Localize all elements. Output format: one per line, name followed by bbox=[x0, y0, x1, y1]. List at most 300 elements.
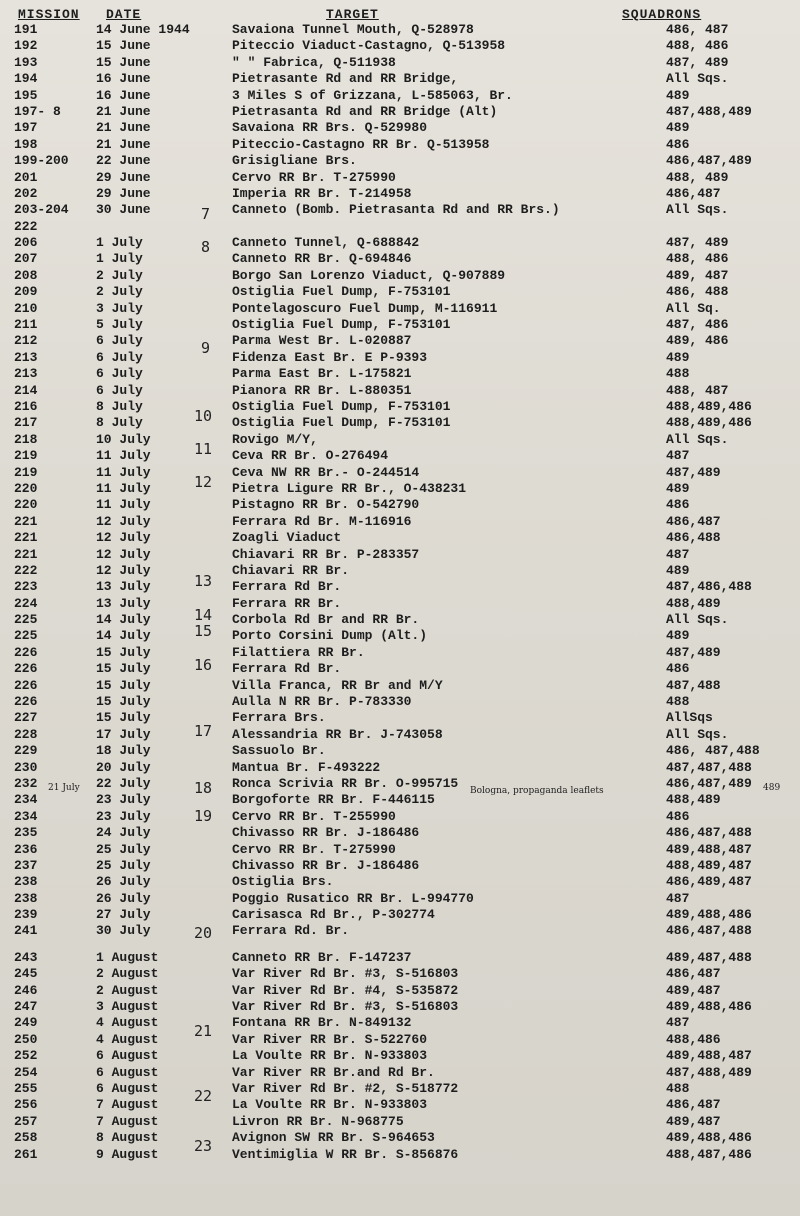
mission-cell: 230 bbox=[14, 759, 38, 775]
target-cell: Alessandria RR Br. J-743058 bbox=[232, 726, 443, 742]
header-target: TARGET bbox=[326, 7, 379, 22]
mission-cell: 194 bbox=[14, 71, 38, 87]
table-row bbox=[0, 235, 800, 251]
mission-cell: 234 bbox=[14, 808, 38, 824]
mission-cell: 223 bbox=[14, 579, 38, 595]
table-row bbox=[0, 966, 800, 982]
target-cell: Ostiglia Fuel Dump, F-753101 bbox=[232, 284, 451, 300]
page-number: 19 bbox=[194, 807, 213, 825]
mission-cell: 203-204 bbox=[14, 202, 69, 218]
squadrons-cell: 486, 487 bbox=[666, 22, 729, 37]
table-row bbox=[0, 120, 800, 136]
date-cell: 10 July bbox=[96, 431, 151, 447]
target-cell: Pietrasante Rd and RR Bridge, bbox=[232, 71, 459, 87]
target-cell: Fontana RR Br. N-849132 bbox=[232, 1015, 412, 1031]
mission-cell: 214 bbox=[14, 382, 38, 398]
date-cell: 1 July bbox=[96, 251, 143, 267]
annotation-date: 21 July bbox=[48, 783, 80, 793]
mission-cell: 254 bbox=[14, 1064, 38, 1080]
squadrons-cell: 486,487 bbox=[666, 1097, 721, 1113]
page-number: 10 bbox=[194, 407, 213, 425]
table-row bbox=[0, 366, 800, 382]
mission-cell: 219 bbox=[14, 448, 38, 464]
target-cell: Ferrara RR Br. bbox=[232, 595, 342, 611]
table-row bbox=[0, 1081, 800, 1097]
date-cell: 11 July bbox=[96, 464, 151, 480]
squadrons-cell: 489,488,486 bbox=[666, 1130, 752, 1146]
target-cell: Zoagli Viaduct bbox=[232, 530, 342, 546]
squadrons-cell: 487 bbox=[666, 890, 690, 906]
target-cell: Piteccio Viaduct-Castagno, Q-513958 bbox=[232, 38, 506, 54]
target-cell: Carisasca Rd Br., P-302774 bbox=[232, 907, 435, 923]
row-gap bbox=[0, 940, 800, 950]
squadrons-cell: 487 bbox=[666, 448, 690, 464]
target-cell: Corbola Rd Br and RR Br. bbox=[232, 612, 420, 628]
mission-cell: 207 bbox=[14, 251, 38, 267]
squadrons-cell: 487,487,488 bbox=[666, 759, 752, 775]
target-cell: Chiavari RR Br. bbox=[232, 562, 350, 578]
table-row bbox=[0, 415, 800, 431]
table-row bbox=[0, 874, 800, 890]
date-cell: 15 July bbox=[96, 644, 151, 660]
mission-cell: 258 bbox=[14, 1130, 38, 1146]
table-row bbox=[0, 448, 800, 464]
date-cell: 3 August bbox=[96, 999, 159, 1015]
date-cell: 13 July bbox=[96, 579, 151, 595]
squadrons-cell: 486,487,489 bbox=[666, 153, 752, 169]
squadrons-cell: 489 bbox=[666, 562, 690, 578]
target-cell: Canneto (Bomb. Pietrasanta Rd and RR Brs.) bbox=[232, 202, 560, 218]
page-number: 14 bbox=[194, 606, 213, 624]
target-cell: Cervo RR Br. T-275990 bbox=[232, 169, 396, 185]
table-row bbox=[0, 1015, 800, 1031]
table-row bbox=[0, 563, 800, 579]
page-number: 23 bbox=[194, 1137, 213, 1155]
target-cell: Pontelagoscuro Fuel Dump, M-116911 bbox=[232, 300, 498, 316]
squadrons-cell: 489 bbox=[666, 480, 690, 496]
mission-cell: 213 bbox=[14, 366, 38, 382]
table-row bbox=[0, 710, 800, 726]
target-cell: La Voulte RR Br. N-933803 bbox=[232, 1048, 428, 1064]
squadrons-cell: 489 bbox=[666, 349, 690, 365]
mission-cell: 257 bbox=[14, 1113, 38, 1129]
target-cell: Cervo RR Br. T-275990 bbox=[232, 841, 396, 857]
squadrons-cell: 489 bbox=[666, 628, 690, 644]
date-cell: 2 August bbox=[96, 982, 159, 998]
mission-cell: 226 bbox=[14, 677, 38, 693]
squadrons-cell: 486,489,487 bbox=[666, 874, 752, 890]
date-cell: 12 July bbox=[96, 530, 151, 546]
date-cell: 6 July bbox=[96, 366, 143, 382]
page-number: 22 bbox=[194, 1087, 213, 1105]
squadrons-cell: 487,488 bbox=[666, 677, 721, 693]
mission-cell: 213 bbox=[14, 349, 38, 365]
target-cell: Borgoforte RR Br. F-446115 bbox=[232, 792, 435, 808]
squadrons-cell: 486,487,488 bbox=[666, 923, 752, 939]
table-row bbox=[0, 596, 800, 612]
mission-cell: 201 bbox=[14, 169, 38, 185]
table-row bbox=[0, 1048, 800, 1064]
date-cell: 2 July bbox=[96, 284, 143, 300]
mission-cell: 191 bbox=[14, 22, 38, 37]
mission-cell: 226 bbox=[14, 694, 38, 710]
table-row bbox=[0, 743, 800, 759]
mission-cell: 210 bbox=[14, 300, 38, 316]
squadrons-cell: All Sqs. bbox=[666, 431, 729, 447]
table-row bbox=[0, 22, 800, 38]
date-cell: 29 June bbox=[96, 169, 151, 185]
date-cell: 9 August bbox=[96, 1146, 159, 1162]
table-row bbox=[0, 1147, 800, 1163]
date-cell: 26 July bbox=[96, 874, 151, 890]
squadrons-cell: 488, 486 bbox=[666, 38, 729, 54]
date-cell: 21 June bbox=[96, 136, 151, 152]
annotation-squadron: 489 bbox=[763, 783, 781, 793]
squadrons-cell: 488,489,486 bbox=[666, 398, 752, 414]
table-row bbox=[0, 999, 800, 1015]
squadrons-cell: 488 bbox=[666, 694, 690, 710]
table-row bbox=[0, 727, 800, 743]
squadrons-cell: 488,489 bbox=[666, 792, 721, 808]
target-cell: Mantua Br. F-493222 bbox=[232, 759, 381, 775]
mission-cell: 221 bbox=[14, 530, 38, 546]
date-cell: 8 July bbox=[96, 415, 143, 431]
target-cell: Poggio Rusatico RR Br. L-994770 bbox=[232, 890, 474, 906]
page-number: 20 bbox=[194, 924, 213, 942]
squadrons-cell: 487,489 bbox=[666, 644, 721, 660]
date-cell: 30 June bbox=[96, 202, 151, 218]
date-cell: 21 June bbox=[96, 120, 151, 136]
target-cell: Livron RR Br. N-968775 bbox=[232, 1113, 404, 1129]
table-row bbox=[0, 628, 800, 644]
target-cell: " " Fabrica, Q-511938 bbox=[232, 54, 396, 70]
squadrons-cell: All Sq. bbox=[666, 300, 721, 316]
date-cell: 15 July bbox=[96, 661, 151, 677]
mission-cell: 221 bbox=[14, 546, 38, 562]
target-cell: Var River RR Br.and Rd Br. bbox=[232, 1064, 435, 1080]
table-row bbox=[0, 547, 800, 563]
date-cell: 8 July bbox=[96, 398, 143, 414]
table-row bbox=[0, 137, 800, 153]
mission-cell: 220 bbox=[14, 480, 38, 496]
table-row bbox=[0, 432, 800, 448]
squadrons-cell: 486,487,488 bbox=[666, 825, 752, 841]
table-row bbox=[0, 202, 800, 218]
date-cell: 14 July bbox=[96, 628, 151, 644]
squadrons-cell: 486,487 bbox=[666, 513, 721, 529]
date-cell: 5 July bbox=[96, 317, 143, 333]
header-date: DATE bbox=[106, 7, 142, 22]
target-cell: Ostiglia Fuel Dump, F-753101 bbox=[232, 317, 451, 333]
mission-cell: 229 bbox=[14, 743, 38, 759]
squadrons-cell: 488, 489 bbox=[666, 169, 729, 185]
target-cell: Fidenza East Br. E P-9393 bbox=[232, 349, 428, 365]
squadrons-cell: 487,486,488 bbox=[666, 579, 752, 595]
mission-cell: 198 bbox=[14, 136, 38, 152]
mission-cell: 235 bbox=[14, 825, 38, 841]
table-row bbox=[0, 842, 800, 858]
target-cell: Savaiona RR Brs. Q-529980 bbox=[232, 120, 428, 136]
squadrons-cell: 486 bbox=[666, 136, 690, 152]
squadrons-cell: 489 bbox=[666, 120, 690, 136]
date-cell: 22 July bbox=[96, 775, 151, 791]
mission-cell: 217 bbox=[14, 415, 38, 431]
table-row bbox=[0, 858, 800, 874]
mission-cell: 239 bbox=[14, 907, 38, 923]
target-cell: Piteccio-Castagno RR Br. Q-513958 bbox=[232, 136, 490, 152]
date-cell: 15 June bbox=[96, 38, 151, 54]
target-cell: Ferrara Rd. Br. bbox=[232, 923, 350, 939]
squadrons-cell: 486,488 bbox=[666, 530, 721, 546]
target-cell: Var River RR Br. S-522760 bbox=[232, 1031, 428, 1047]
target-cell: Pistagno RR Br. O-542790 bbox=[232, 497, 420, 513]
squadrons-cell: 489,488,486 bbox=[666, 999, 752, 1015]
squadrons-cell: 488 bbox=[666, 366, 690, 382]
date-cell: 17 July bbox=[96, 726, 151, 742]
mission-cell: 234 bbox=[14, 792, 38, 808]
table-row bbox=[0, 104, 800, 120]
target-cell: Canneto RR Br. Q-694846 bbox=[232, 251, 412, 267]
date-cell: 15 July bbox=[96, 694, 151, 710]
date-cell: 16 June bbox=[96, 87, 151, 103]
mission-cell: 199-200 bbox=[14, 153, 69, 169]
mission-cell: 255 bbox=[14, 1081, 38, 1096]
page-number: 17 bbox=[194, 722, 213, 740]
squadrons-cell: 486 bbox=[666, 808, 690, 824]
mission-cell: 225 bbox=[14, 612, 38, 628]
squadrons-cell: 489,487 bbox=[666, 982, 721, 998]
table-row bbox=[0, 399, 800, 415]
mission-cell: 236 bbox=[14, 841, 38, 857]
mission-cell: 249 bbox=[14, 1015, 38, 1031]
date-cell: 3 July bbox=[96, 300, 143, 316]
table-row bbox=[0, 301, 800, 317]
mission-cell: 261 bbox=[14, 1146, 38, 1162]
target-cell: Chivasso RR Br. J-186486 bbox=[232, 857, 420, 873]
table-row bbox=[0, 1065, 800, 1081]
table-row bbox=[0, 268, 800, 284]
squadrons-cell: 487 bbox=[666, 546, 690, 562]
table-row bbox=[0, 530, 800, 546]
table-row bbox=[0, 465, 800, 481]
header-squadrons: SQUADRONS bbox=[622, 7, 702, 22]
squadrons-cell: 486,487 bbox=[666, 966, 721, 982]
squadrons-cell: 489, 486 bbox=[666, 333, 729, 349]
table-row bbox=[0, 776, 800, 792]
table-row bbox=[0, 809, 800, 825]
target-cell: Canneto Tunnel, Q-688842 bbox=[232, 235, 420, 251]
target-cell: Ronca Scrivia RR Br. O-995715 bbox=[232, 775, 459, 791]
table-row bbox=[0, 661, 800, 677]
mission-cell: 232 bbox=[14, 775, 38, 791]
target-cell: Filattiera RR Br. bbox=[232, 644, 365, 660]
mission-cell: 256 bbox=[14, 1097, 38, 1113]
table-row bbox=[0, 1097, 800, 1113]
mission-cell: 228 bbox=[14, 726, 38, 742]
target-cell: Grisigliane Brs. bbox=[232, 153, 357, 169]
table-row bbox=[0, 38, 800, 54]
table-row bbox=[0, 383, 800, 399]
target-cell: Ferrara Rd Br. bbox=[232, 661, 342, 677]
mission-cell: 238 bbox=[14, 890, 38, 906]
table-row bbox=[0, 284, 800, 300]
mission-cell: 192 bbox=[14, 38, 38, 54]
date-cell: 6 July bbox=[96, 333, 143, 349]
mission-cell: 246 bbox=[14, 982, 38, 998]
target-cell: Var River Rd Br. #2, S-518772 bbox=[232, 1081, 459, 1096]
mission-table bbox=[0, 22, 800, 1163]
target-cell: Ferrara Brs. bbox=[232, 710, 326, 726]
mission-cell: 237 bbox=[14, 857, 38, 873]
page-number: 9 bbox=[201, 339, 211, 357]
date-cell: 12 July bbox=[96, 562, 151, 578]
table-row bbox=[0, 333, 800, 349]
date-cell: 21 June bbox=[96, 103, 151, 119]
mission-cell: 216 bbox=[14, 398, 38, 414]
date-cell: 6 July bbox=[96, 382, 143, 398]
table-header bbox=[0, 4, 800, 24]
squadrons-cell: 487 bbox=[666, 1015, 690, 1031]
page-number: 21 bbox=[194, 1022, 213, 1040]
mission-cell: 243 bbox=[14, 949, 38, 965]
squadrons-cell: 488 bbox=[666, 1081, 690, 1096]
squadrons-cell: 489,487 bbox=[666, 1113, 721, 1129]
target-cell: Ferrara Rd Br. bbox=[232, 579, 342, 595]
date-cell: 1 July bbox=[96, 235, 143, 251]
squadrons-cell: AllSqs bbox=[666, 710, 713, 726]
table-row bbox=[0, 983, 800, 999]
table-row bbox=[0, 825, 800, 841]
mission-cell: 222 bbox=[14, 562, 38, 578]
page-number: 8 bbox=[201, 238, 211, 256]
table-row bbox=[0, 481, 800, 497]
date-cell: 26 July bbox=[96, 890, 151, 906]
mission-cell: 211 bbox=[14, 317, 38, 333]
page-number: 16 bbox=[194, 656, 213, 674]
table-row bbox=[0, 251, 800, 267]
squadrons-cell: 486,487,489 bbox=[666, 775, 752, 791]
table-row bbox=[0, 350, 800, 366]
date-cell: 11 July bbox=[96, 448, 151, 464]
date-cell: 18 July bbox=[96, 743, 151, 759]
date-cell: 23 July bbox=[96, 792, 151, 808]
table-row bbox=[0, 153, 800, 169]
table-row bbox=[0, 317, 800, 333]
target-cell: Ostiglia Fuel Dump, F-753101 bbox=[232, 398, 451, 414]
date-cell: 2 July bbox=[96, 267, 143, 283]
target-cell: Parma West Br. L-020887 bbox=[232, 333, 412, 349]
date-cell: 14 July bbox=[96, 612, 151, 628]
table-row bbox=[0, 170, 800, 186]
table-row bbox=[0, 907, 800, 923]
squadrons-cell: 487, 489 bbox=[666, 54, 729, 70]
date-cell: 20 July bbox=[96, 759, 151, 775]
table-row bbox=[0, 579, 800, 595]
date-cell: 25 July bbox=[96, 857, 151, 873]
date-cell: 6 July bbox=[96, 349, 143, 365]
annotation-target: Bologna, propaganda leaflets bbox=[470, 786, 604, 796]
squadrons-cell: 489,488,487 bbox=[666, 841, 752, 857]
mission-cell: 245 bbox=[14, 966, 38, 982]
table-row bbox=[0, 612, 800, 628]
mission-cell: 227 bbox=[14, 710, 38, 726]
squadrons-cell: 486, 487,488 bbox=[666, 743, 760, 759]
target-cell: Ostiglia Brs. bbox=[232, 874, 334, 890]
squadrons-cell: 488,489,486 bbox=[666, 415, 752, 431]
date-cell: 15 July bbox=[96, 677, 151, 693]
squadrons-cell: 487, 489 bbox=[666, 235, 729, 251]
mission-cell: 218 bbox=[14, 431, 38, 447]
target-cell: Savaiona Tunnel Mouth, Q-528978 bbox=[232, 22, 474, 37]
mission-cell: 226 bbox=[14, 661, 38, 677]
mission-cell: 226 bbox=[14, 644, 38, 660]
date-cell: 29 June bbox=[96, 185, 151, 201]
squadrons-cell: 488,487,486 bbox=[666, 1146, 752, 1162]
mission-cell: 197 bbox=[14, 120, 38, 136]
date-cell: 15 June bbox=[96, 54, 151, 70]
squadrons-cell: 487,489 bbox=[666, 464, 721, 480]
target-cell: Aulla N RR Br. P-783330 bbox=[232, 694, 412, 710]
table-row bbox=[0, 55, 800, 71]
date-cell: 24 July bbox=[96, 825, 151, 841]
target-cell: Canneto RR Br. F-147237 bbox=[232, 949, 412, 965]
squadrons-cell: 488,489,487 bbox=[666, 857, 752, 873]
mission-cell: 195 bbox=[14, 87, 38, 103]
target-cell: Avignon SW RR Br. S-964653 bbox=[232, 1130, 435, 1146]
date-cell: 11 July bbox=[96, 480, 151, 496]
mission-cell: 222 bbox=[14, 218, 38, 234]
date-cell: 14 June 1944 bbox=[96, 22, 190, 37]
date-cell: 6 August bbox=[96, 1048, 159, 1064]
squadrons-cell: 486 bbox=[666, 497, 690, 513]
mission-cell: 219 bbox=[14, 464, 38, 480]
target-cell: Borgo San Lorenzo Viaduct, Q-907889 bbox=[232, 267, 506, 283]
table-row bbox=[0, 1032, 800, 1048]
date-cell: 7 August bbox=[96, 1113, 159, 1129]
date-cell: 4 August bbox=[96, 1031, 159, 1047]
squadrons-cell: All Sqs. bbox=[666, 726, 729, 742]
date-cell: 7 August bbox=[96, 1097, 159, 1113]
target-cell: La Voulte RR Br. N-933803 bbox=[232, 1097, 428, 1113]
target-cell: Rovigo M/Y, bbox=[232, 431, 318, 447]
target-cell: Pietrasanta Rd and RR Bridge (Alt) bbox=[232, 103, 498, 119]
mission-cell: 238 bbox=[14, 874, 38, 890]
target-cell: Var River Rd Br. #3, S-516803 bbox=[232, 999, 459, 1015]
table-row bbox=[0, 891, 800, 907]
date-cell: 2 August bbox=[96, 966, 159, 982]
squadrons-cell: 486 bbox=[666, 661, 690, 677]
target-cell: Chivasso RR Br. J-186486 bbox=[232, 825, 420, 841]
page-number: 11 bbox=[194, 440, 213, 458]
squadrons-cell: 486,487 bbox=[666, 185, 721, 201]
date-cell: 12 July bbox=[96, 546, 151, 562]
date-cell: 30 July bbox=[96, 923, 151, 939]
table-row bbox=[0, 694, 800, 710]
date-cell: 6 August bbox=[96, 1081, 159, 1096]
date-cell: 13 July bbox=[96, 595, 151, 611]
mission-cell: 247 bbox=[14, 999, 38, 1015]
table-row bbox=[0, 1114, 800, 1130]
target-cell: 3 Miles S of Grizzana, L-585063, Br. bbox=[232, 87, 513, 103]
squadrons-cell: 487,488,489 bbox=[666, 1064, 752, 1080]
table-row bbox=[0, 497, 800, 513]
table-row bbox=[0, 186, 800, 202]
table-row bbox=[0, 88, 800, 104]
table-row bbox=[0, 219, 800, 235]
date-cell: 25 July bbox=[96, 841, 151, 857]
squadrons-cell: All Sqs. bbox=[666, 71, 729, 87]
mission-cell: 241 bbox=[14, 923, 38, 939]
